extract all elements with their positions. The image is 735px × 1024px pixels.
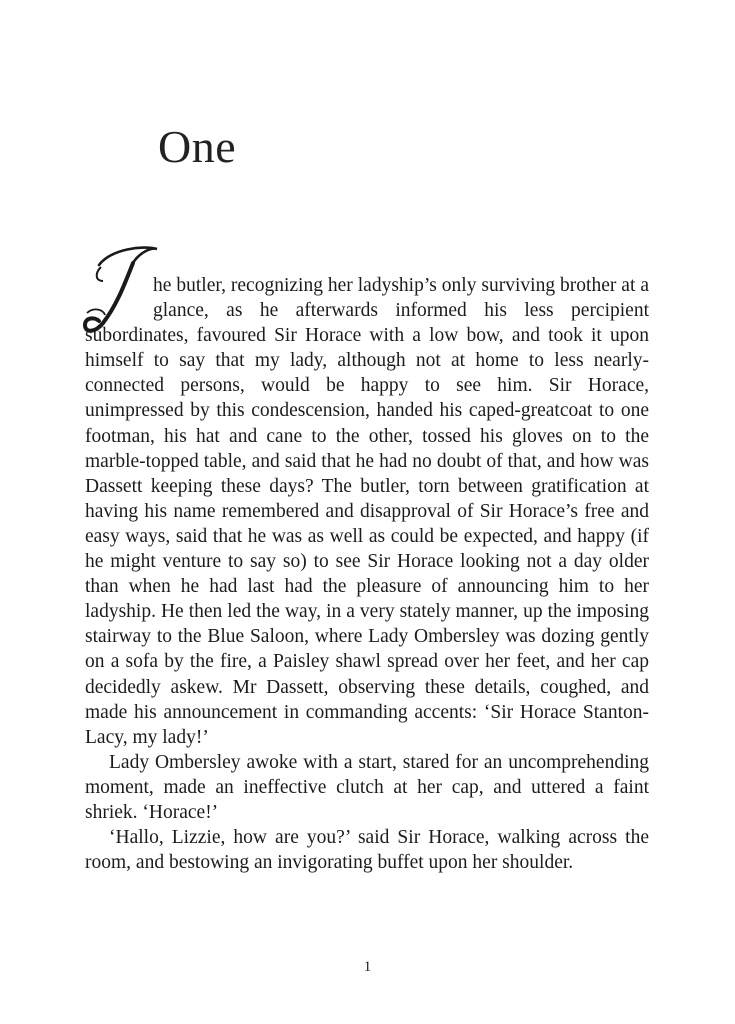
chapter-body (85, 273, 649, 875)
paragraph-1-text: he butler, recognizing her ladyship’s only surviving brother at a glance, as he afterwards informed his less percipient subordinates, favoured Sir Horace with a low bow, and took it upon himself to say that my lady, although not at home to less nearly-connected persons, would be happy to see him. Sir Horace, unimpressed by this condescension, handed his caped-greatcoat to one footman, his hat and cane to the other, tossed his gloves on to the marble-topped table, and said that he had no doubt of that, and how was Dassett keeping these days? The butler, torn between gratification at having his name remembered and disapproval of Sir Horace’s free and easy ways, said that he was as well as could be expected, and happy (if he might venture to say so) to see Sir Horace looking not a day older than when he had last had the pleasure of announcing him to her ladyship. He then led the way, in a very stately manner, up the imposing stairway to the Blue Saloon, where Lady Ombersley was dozing gently on a sofa by the fire, a Paisley shawl spread over her feet, and her cap decidedly askew. Mr Dassett, observing these details, coughed, and made his announcement in commanding accents: ‘Sir Horace Stanton-Lacy, my lady!’ (85, 275, 649, 748)
drop-cap (81, 243, 151, 318)
paragraph-2: Lady Ombersley awoke with a start, stared for an uncomprehending moment, made an ineffective clutch at her cap, and uttered a faint shriek. ‘Horace!’ (85, 751, 649, 823)
paragraph-3: ‘Hallo, Lizzie, how are you?’ said Sir Horace, walking across the room, and bestowing an invigorating buffet upon her shoulder. (85, 827, 649, 874)
page-number: 1 (363, 959, 372, 975)
drop-cap-flourish-icon (81, 243, 161, 338)
paragraph-1 (85, 273, 649, 750)
chapter-title: One (158, 121, 237, 172)
